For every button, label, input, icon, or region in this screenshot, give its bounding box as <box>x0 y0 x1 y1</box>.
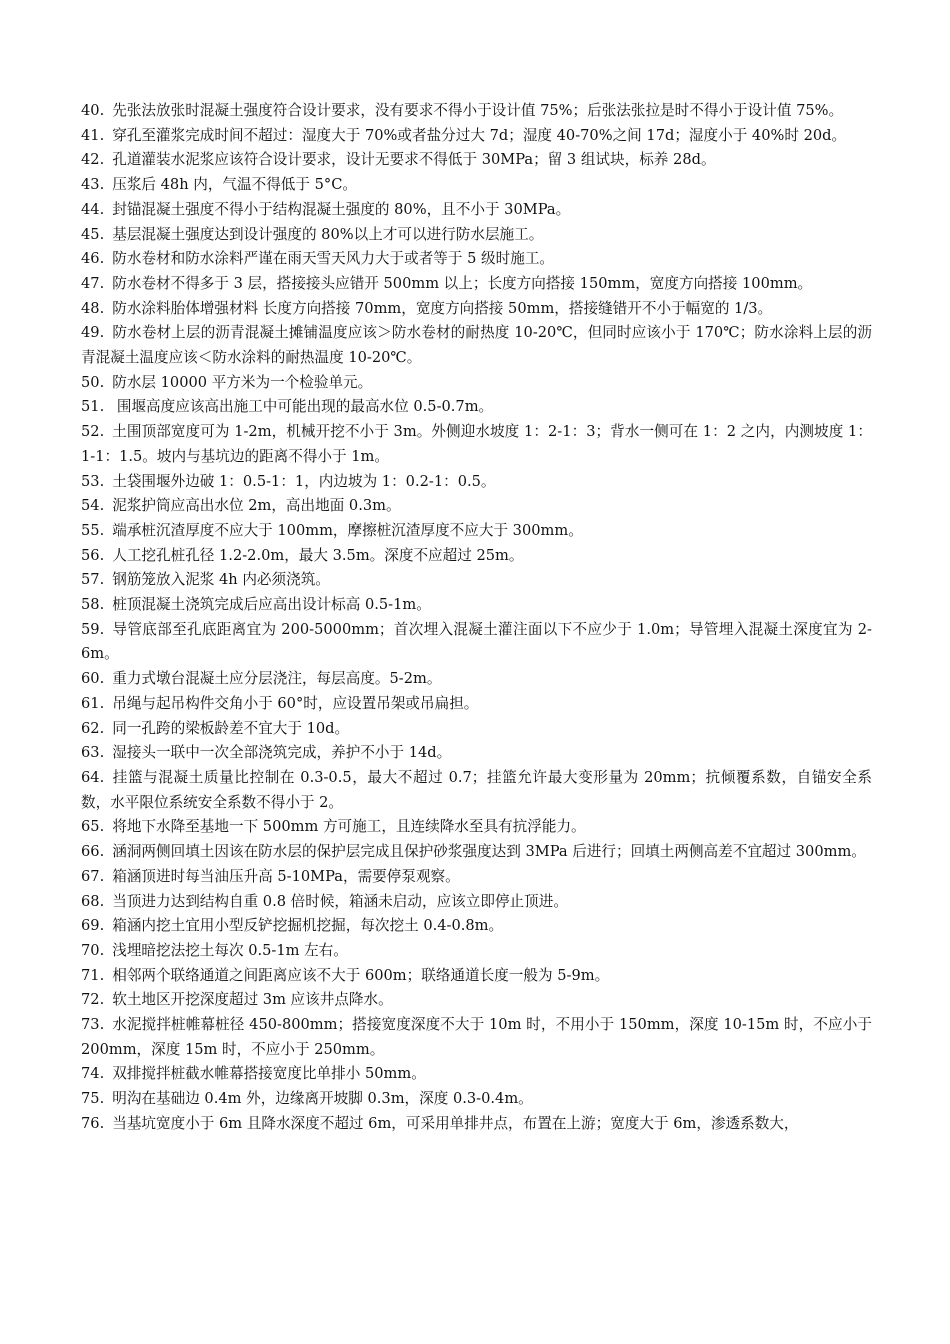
item-number: 69. <box>81 917 105 935</box>
item-number: 43. <box>81 176 105 194</box>
item-number: 52. <box>81 423 105 441</box>
list-item <box>81 297 872 322</box>
item-text: 人工挖孔桩孔径 1.2-2.0m，最大 3.5m。深度不应超过 25m。 <box>112 546 524 564</box>
item-number: 58. <box>81 596 105 614</box>
list-item <box>81 1087 872 1112</box>
item-text: 孔道灌装水泥浆应该符合设计要求，设计无要求不得低于 30MPa；留 3 组试块，标养 28d。 <box>112 151 716 169</box>
item-text: 防水卷材不得多于 3 层，搭接接头应错开 500mm 以上；长度方向搭接 150mm，宽度方向搭接 100mm。 <box>112 274 813 292</box>
item-text: 将地下水降至基地一下 500mm 方可施工，且连续降水至具有抗浮能力。 <box>112 818 586 836</box>
item-number: 60. <box>81 670 105 688</box>
item-number: 64. <box>81 768 105 786</box>
list-item <box>81 865 872 890</box>
item-text: 先张法放张时混凝土强度符合设计要求，没有要求不得小于设计值 75%；后张法张拉是时不得小于设计值 75%。 <box>112 102 844 119</box>
item-number: 70. <box>81 941 105 959</box>
item-text: 钢筋笼放入泥浆 4h 内必须浇筑。 <box>112 571 330 589</box>
item-number: 46. <box>81 250 105 268</box>
item-text: 围堰高度应该高出施工中可能出现的最高水位 0.5-0.7m。 <box>112 398 494 416</box>
item-number: 66. <box>81 843 105 861</box>
list-item <box>81 198 872 223</box>
item-number: 50. <box>81 373 105 391</box>
item-text: 端承桩沉渣厚度不应大于 100mm，摩擦桩沉渣厚度不应大于 300mm。 <box>112 521 583 539</box>
list-item <box>81 223 872 248</box>
list-item <box>81 815 872 840</box>
item-number: 59. <box>81 620 105 638</box>
item-text: 水泥搅拌桩帷幕桩径 450-800mm；搭接宽度深度不大于 10m 时，不用小于 150mm，深度 10-15m 时，不应小于 200mm，深度 15m 时，不应小于 250mm。 <box>81 1016 872 1058</box>
item-number: 56. <box>81 546 105 564</box>
list-item <box>81 618 872 667</box>
item-number: 57. <box>81 571 105 589</box>
item-text: 防水涂料胎体增强材料 长度方向搭接 70mm，宽度方向搭接 50mm，搭接缝错开不小于幅宽的 1/3。 <box>112 299 773 317</box>
item-text: 泥浆护筒应高出水位 2m，高出地面 0.3m。 <box>112 497 401 515</box>
list-item <box>81 470 872 495</box>
item-text: 土袋围堰外边破 1：0.5-1：1，内边坡为 1：0.2-1：0.5。 <box>112 472 496 490</box>
list-item <box>81 1112 872 1137</box>
item-number: 72. <box>81 991 105 1009</box>
item-number: 67. <box>81 867 105 885</box>
item-text: 涵洞两侧回填土因该在防水层的保护层完成且保护砂浆强度达到 3MPa 后进行；回填土两侧高差不宜超过 300mm。 <box>112 843 866 861</box>
item-text: 重力式墩台混凝土应分层浇注，每层高度。5-2m。 <box>112 670 442 688</box>
list-item <box>81 593 872 618</box>
document-page <box>81 99 872 1137</box>
list-item <box>81 964 872 989</box>
item-text: 相邻两个联络通道之间距离应该不大于 600m；联络通道长度一般为 5-9m。 <box>112 966 610 984</box>
list-item <box>81 1062 872 1087</box>
item-text: 当基坑宽度小于 6m 且降水深度不超过 6m，可采用单排井点，布置在上游；宽度大于 6m，渗透系数大， <box>112 1114 799 1132</box>
item-number: 54. <box>81 497 105 515</box>
item-text: 双排搅拌桩截水帷幕搭接宽度比单排小 50mm。 <box>112 1065 426 1083</box>
item-text: 箱涵顶进时每当油压升高 5-10MPa，需要停泵观察。 <box>112 867 460 885</box>
list-item <box>81 717 872 742</box>
list-item <box>81 494 872 519</box>
item-text: 基层混凝土强度达到设计强度的 80%以上才可以进行防水层施工。 <box>112 225 544 243</box>
list-item <box>81 173 872 198</box>
list-item <box>81 148 872 173</box>
list-item <box>81 420 872 469</box>
item-text: 同一孔跨的梁板龄差不宜大于 10d。 <box>112 719 350 737</box>
list-item <box>81 667 872 692</box>
item-number: 40. <box>81 102 105 119</box>
item-text: 压浆后 48h 内，气温不得低于 5°C。 <box>112 176 357 194</box>
item-text: 箱涵内挖土宜用小型反铲挖掘机挖掘，每次挖土 0.4-0.8m。 <box>112 917 504 935</box>
list-item <box>81 890 872 915</box>
item-number: 45. <box>81 225 105 243</box>
list-item <box>81 568 872 593</box>
list-item <box>81 395 872 420</box>
item-text: 导管底部至孔底距离宜为 200-5000mm；首次埋入混凝土灌注面以下不应少于 1.0m；导管埋入混凝土深度宜为 2-6m。 <box>81 620 872 663</box>
item-text: 吊绳与起吊构件交角小于 60°时，应设置吊架或吊扁担。 <box>112 694 479 712</box>
item-number: 51. <box>81 398 105 416</box>
item-text: 防水卷材上层的沥青混凝土摊铺温度应该＞防水卷材的耐热度 10-20℃，但同时应该小于 170℃；防水涂料上层的沥青混凝土温度应该＜防水涂料的耐热温度 10-20℃。 <box>81 324 872 367</box>
item-number: 71. <box>81 966 105 984</box>
list-item <box>81 519 872 544</box>
item-number: 48. <box>81 299 105 317</box>
item-number: 44. <box>81 200 105 218</box>
list-item <box>81 371 872 396</box>
item-number: 42. <box>81 151 105 169</box>
item-text: 防水层 10000 平方米为一个检验单元。 <box>112 373 373 391</box>
item-text: 浅埋暗挖法挖土每次 0.5-1m 左右。 <box>112 941 348 959</box>
item-text: 封锚混凝土强度不得小于结构混凝土强度的 80%，且不小于 30MPa。 <box>112 200 571 218</box>
item-text: 防水卷材和防水涂料严谨在雨天雪天风力大于或者等于 5 级时施工。 <box>112 250 555 268</box>
list-item <box>81 766 872 815</box>
list-item <box>81 840 872 865</box>
list-item <box>81 988 872 1013</box>
list-item <box>81 544 872 569</box>
list-item <box>81 99 872 124</box>
list-item <box>81 914 872 939</box>
item-text: 软土地区开挖深度超过 3m 应该井点降水。 <box>112 991 393 1009</box>
item-number: 68. <box>81 892 105 910</box>
list-item <box>81 272 872 297</box>
list-item <box>81 741 872 766</box>
item-number: 73. <box>81 1016 105 1034</box>
item-number: 76. <box>81 1114 105 1132</box>
item-number: 41. <box>81 126 105 144</box>
list-item <box>81 692 872 717</box>
item-text: 桩顶混凝土浇筑完成后应高出设计标高 0.5-1m。 <box>112 596 431 614</box>
item-text: 明沟在基础边 0.4m 外，边缘离开坡脚 0.3m，深度 0.3-0.4m。 <box>112 1090 533 1108</box>
item-text: 湿接头一联中一次全部浇筑完成，养护不小于 14d。 <box>112 744 452 762</box>
item-text: 土围顶部宽度可为 1-2m，机械开挖不小于 3m。外侧迎水坡度 1：2-1：3；背水一侧可在 1：2 之内，内测坡度 1：1-1：1.5。坡内与基坑边的距离不得小于 1m。 <box>81 423 872 465</box>
list-item <box>81 939 872 964</box>
list-item <box>81 321 872 370</box>
item-number: 53. <box>81 472 105 490</box>
item-number: 63. <box>81 744 105 762</box>
list-item <box>81 1013 872 1062</box>
item-text: 穿孔至灌浆完成时间不超过：湿度大于 70%或者盐分过大 7d；湿度 40-70%之间 17d；湿度小于 40%时 20d。 <box>112 126 847 144</box>
item-text: 当顶进力达到结构自重 0.8 倍时候，箱涵未启动，应该立即停止顶进。 <box>112 892 568 910</box>
item-text: 挂篮与混凝土质量比控制在 0.3-0.5，最大不超过 0.7；挂篮允许最大变形量为 20mm；抗倾覆系数，自锚安全系数，水平限位系统安全系数不得小于 2。 <box>81 768 872 811</box>
item-number: 55. <box>81 521 105 539</box>
item-number: 75. <box>81 1090 105 1108</box>
item-number: 47. <box>81 274 105 292</box>
item-number: 74. <box>81 1065 105 1083</box>
item-number: 65. <box>81 818 105 836</box>
list-item <box>81 124 872 149</box>
item-number: 61. <box>81 694 105 712</box>
item-number: 49. <box>81 324 105 342</box>
item-number: 62. <box>81 719 105 737</box>
list-item <box>81 247 872 272</box>
